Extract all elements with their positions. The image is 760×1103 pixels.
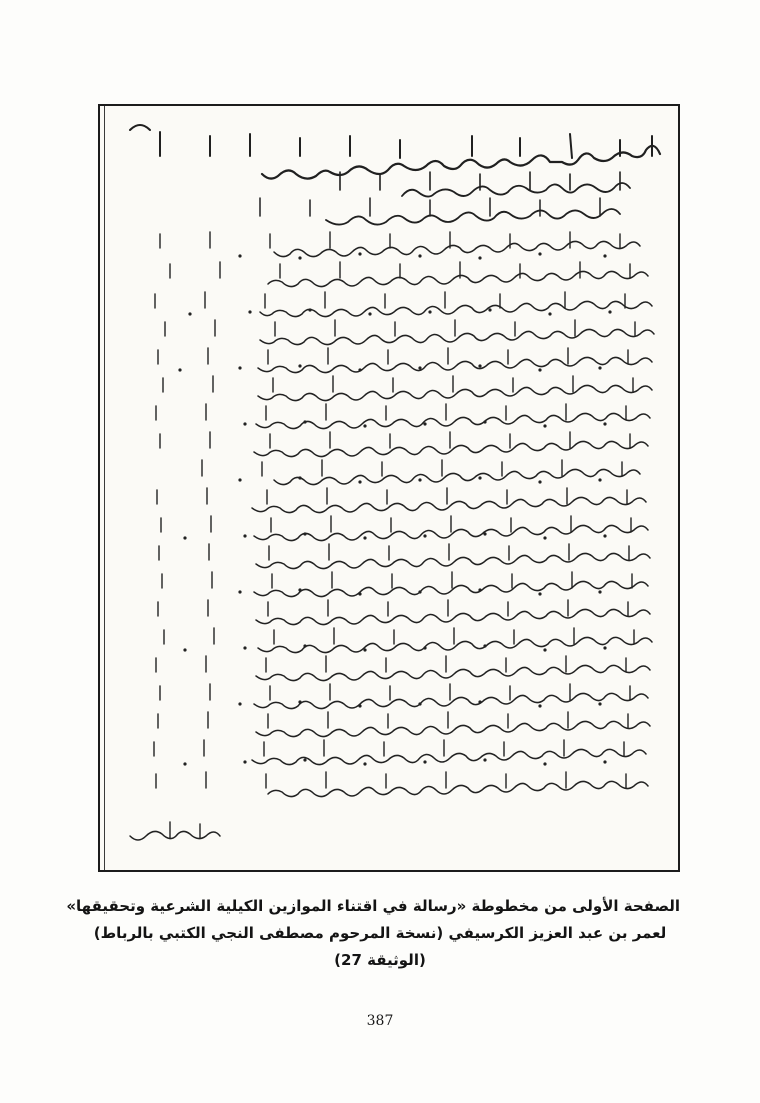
- caption-line-3: (الوثيقة 27): [334, 951, 426, 969]
- page-number: 387: [366, 1013, 394, 1029]
- figure-caption: [66, 893, 680, 974]
- manuscript-image: [98, 104, 680, 872]
- caption-line-1: الصفحة الأولى من مخطوطة «رسالة في اقتناء الموازين الكيلية الشرعية وتحقيقها»: [66, 897, 680, 915]
- caption-line-2: لعمر بن عبد العزيز الكرسيفي (نسخة المرحوم مصطفى النجي الكتبي بالرباط): [93, 924, 667, 942]
- handwritten-manuscript-icon: [100, 106, 678, 870]
